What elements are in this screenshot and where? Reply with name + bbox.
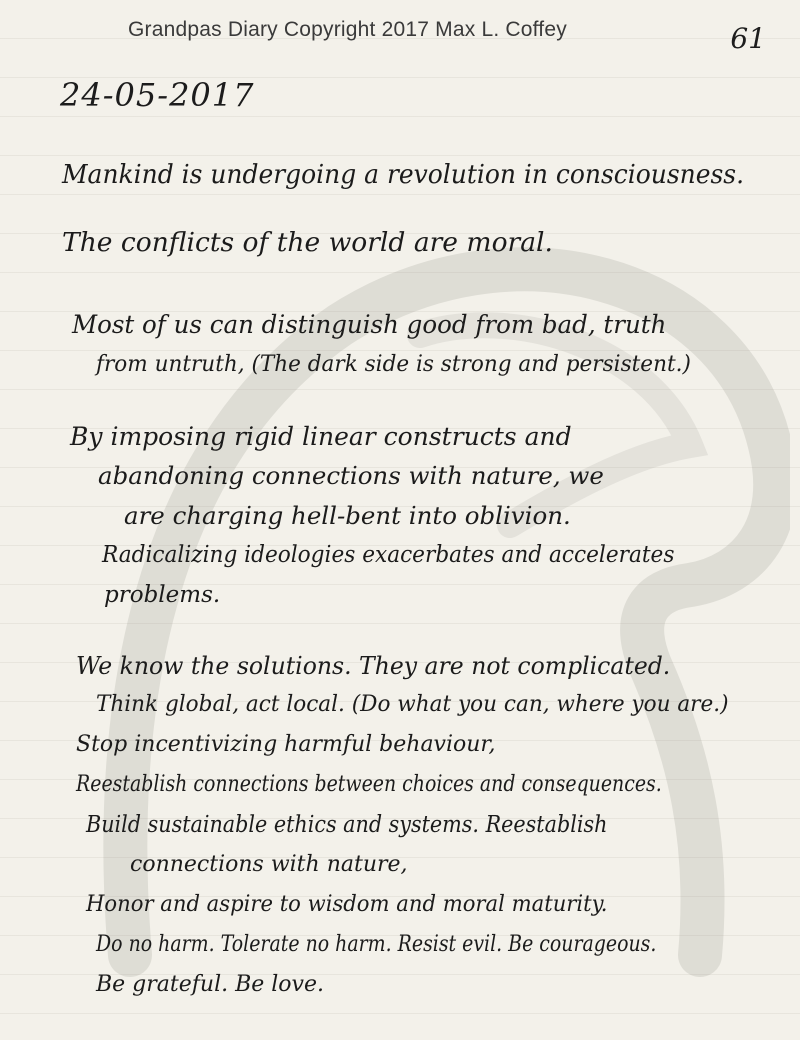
text-line: Build sustainable ethics and systems. Reestablish bbox=[86, 812, 608, 838]
text-line: connections with nature, bbox=[130, 852, 408, 877]
text-line: are charging hell-bent into oblivion. bbox=[124, 502, 571, 530]
text-line: Most of us can distinguish good from bad, truth bbox=[72, 310, 667, 339]
text-line: Be grateful. Be love. bbox=[96, 972, 324, 997]
text-line: Radicalizing ideologies exacerbates and accelerates bbox=[102, 542, 675, 568]
text-line: Mankind is undergoing a revolution in consciousness. bbox=[62, 160, 745, 190]
text-line: We know the solutions. They are not complicated. bbox=[76, 652, 671, 680]
entry-date: 24-05-2017 bbox=[60, 76, 255, 114]
text-line: from untruth, (The dark side is strong and persistent.) bbox=[96, 352, 691, 377]
text-line: Stop incentivizing harmful behaviour, bbox=[76, 732, 496, 757]
text-line: Reestablish connections between choices and consequences. bbox=[76, 772, 662, 797]
text-line: By imposing rigid linear constructs and bbox=[70, 422, 572, 451]
text-line: Honor and aspire to wisdom and moral maturity. bbox=[86, 892, 608, 917]
page-header bbox=[0, 18, 800, 55]
page-number: 61 bbox=[730, 22, 766, 55]
header-title: Grandpas Diary Copyright 2017 Max L. Coffey bbox=[128, 18, 567, 41]
text-line: Think global, act local. (Do what you can, where you are.) bbox=[96, 692, 729, 717]
text-line: abandoning connections with nature, we bbox=[98, 462, 604, 490]
text-line: The conflicts of the world are moral. bbox=[62, 228, 553, 258]
text-line: problems. bbox=[104, 582, 221, 608]
text-line: Do no harm. Tolerate no harm. Resist evil. Be courageous. bbox=[96, 932, 657, 957]
